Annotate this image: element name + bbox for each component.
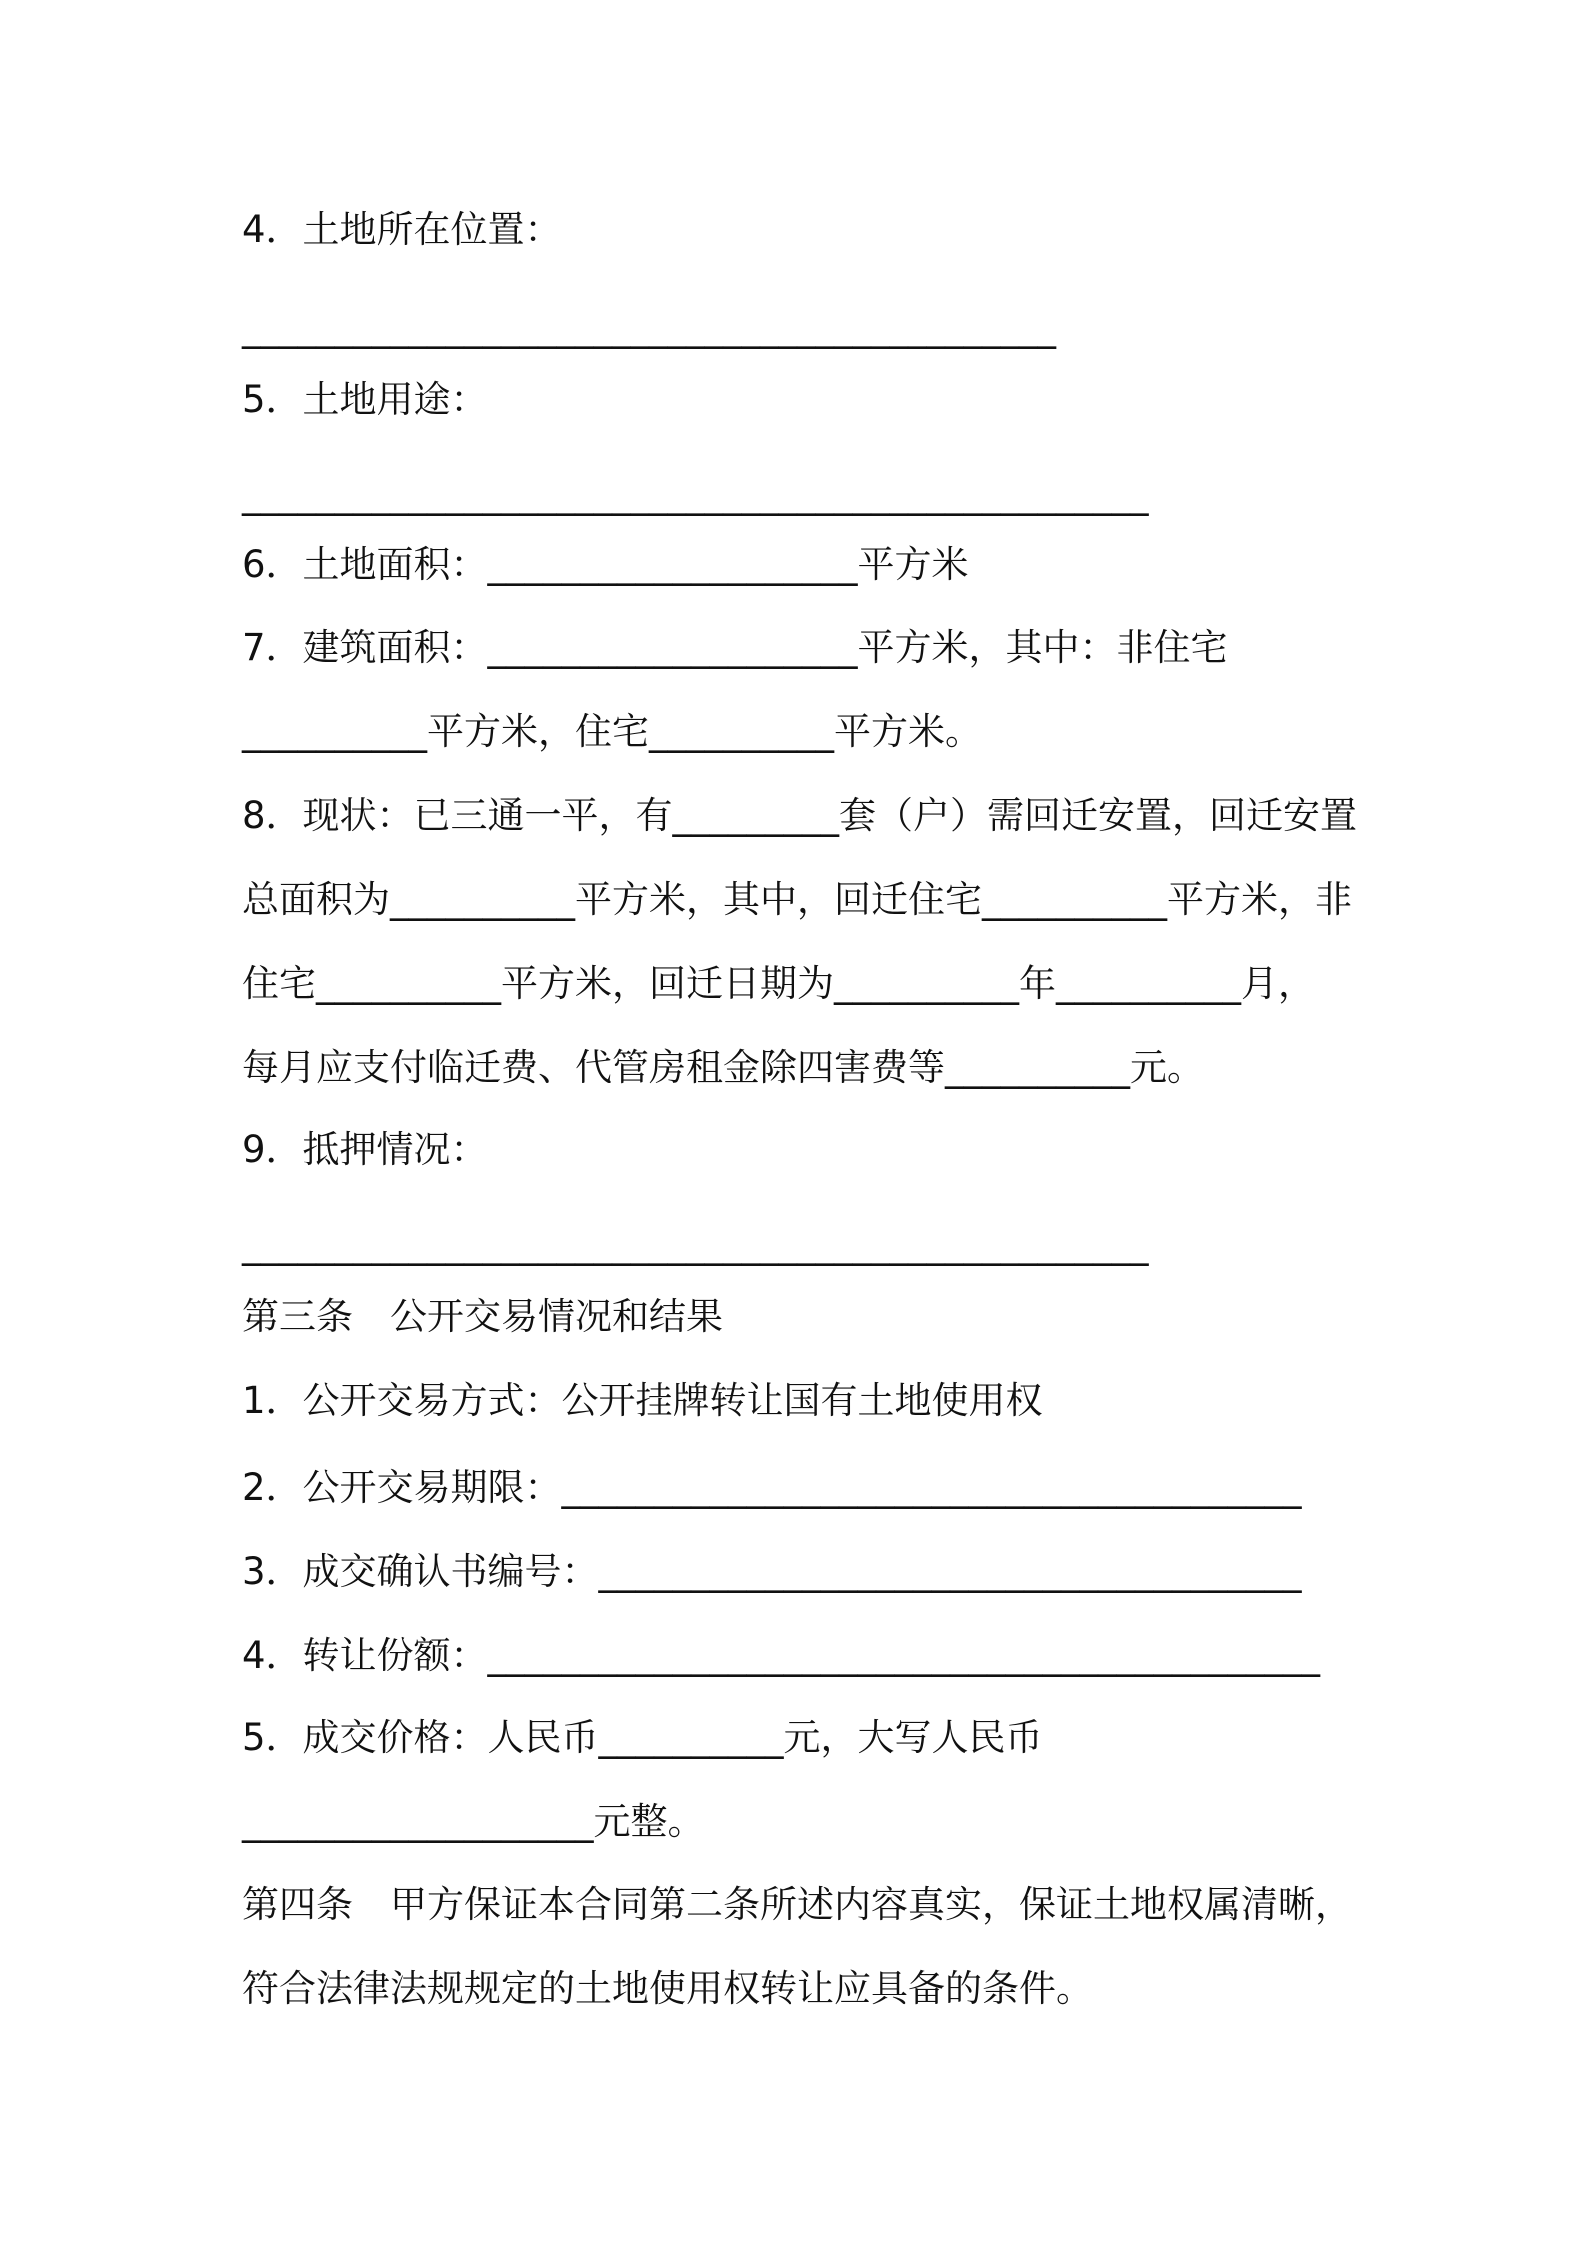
article-4-text: 第四条 甲方保证本合同第二条所述内容真实，保证土地权属清晰， <box>242 1883 1352 1926</box>
item-9-mortgage: 9．抵押情况： <box>242 1128 488 1171</box>
item-8-status-cont-1: 总面积为__________平方米，其中，回迁住宅__________平方米，非 <box>242 878 1352 921</box>
item-3-confirmation-no: 3．成交确认书编号：______________________________________ <box>242 1550 1302 1593</box>
land-use-blank: _________________________________________________ <box>242 473 1149 516</box>
item-5-price-cont: ___________________元整。 <box>242 1800 705 1843</box>
item-6-land-area: 6．土地面积：____________________平方米 <box>242 543 969 586</box>
item-8-status: 8．现状：已三通一平，有_________套（户）需回迁安置，回迁安置 <box>242 794 1358 837</box>
land-location-blank: ____________________________________________ <box>242 306 1056 349</box>
item-4-transfer-share: 4．转让份额：_____________________________________________ <box>242 1634 1321 1677</box>
item-8-status-cont-3: 每月应支付临迁费、代管房租金除四害费等__________元。 <box>242 1046 1204 1089</box>
item-5-price: 5．成交价格：人民币__________元，大写人民币 <box>242 1716 1043 1759</box>
item-2-trade-period: 2．公开交易期限：________________________________________ <box>242 1466 1302 1509</box>
item-1-trade-method: 1．公开交易方式：公开挂牌转让国有土地使用权 <box>242 1379 1043 1422</box>
item-8-status-cont-2: 住宅__________平方米，回迁日期为__________年__________月， <box>242 962 1315 1005</box>
article-4-text-cont: 符合法律法规规定的土地使用权转让应具备的条件。 <box>242 1967 1093 2010</box>
item-4-land-location: 4．土地所在位置： <box>242 208 562 251</box>
item-7-building-area-cont: __________平方米，住宅__________平方米。 <box>242 710 982 753</box>
article-3-heading: 第三条 公开交易情况和结果 <box>242 1295 723 1338</box>
mortgage-blank: _________________________________________________ <box>242 1223 1149 1266</box>
item-5-land-use: 5．土地用途： <box>242 378 488 421</box>
item-7-building-area: 7．建筑面积：____________________平方米，其中：非住宅 <box>242 626 1228 669</box>
